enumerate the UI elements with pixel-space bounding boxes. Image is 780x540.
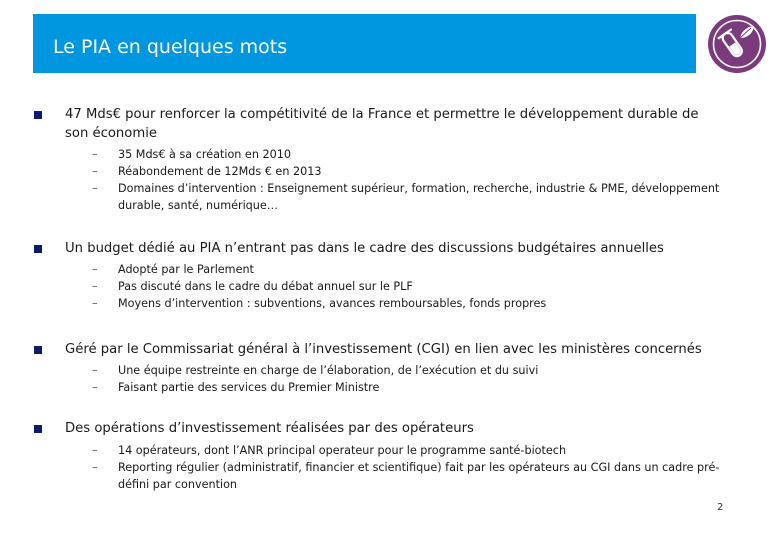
list-item-text: Réabondement de 12Mds € en 2013 <box>118 165 322 178</box>
dash-marker: – <box>92 263 98 276</box>
list-item <box>92 146 732 163</box>
list-item-text: Adopté par le Parlement <box>118 263 254 276</box>
page-title: Le PIA en quelques mots <box>53 36 288 58</box>
dash-marker: – <box>92 297 98 310</box>
sub-list <box>92 362 732 396</box>
dash-marker: – <box>92 364 98 377</box>
section-heading: Des opérations d’investissement réalisées par des opérateurs <box>65 421 474 436</box>
bullet-square <box>34 425 42 433</box>
dash-marker: – <box>92 165 98 178</box>
dash-marker: – <box>92 148 98 161</box>
list-item-text: Domaines d’intervention : Enseignement supérieur, formation, recherche, industrie & PME, développement durable, santé, numérique… <box>118 182 720 212</box>
list-item <box>92 442 732 459</box>
page-number: 2 <box>717 502 724 513</box>
list-item-text: Une équipe restreinte en charge de l’élaboration, de l’exécution et du suivi <box>118 364 539 377</box>
list-item-text: Pas discuté dans le cadre du débat annuel sur le PLF <box>118 280 413 293</box>
list-item-text: 35 Mds€ à sa création en 2010 <box>118 148 291 161</box>
list-item <box>92 261 732 278</box>
bullet-square <box>34 346 42 354</box>
bullet-square <box>34 111 42 119</box>
dash-marker: – <box>92 280 98 293</box>
section-heading: Géré par le Commissariat général à l’investissement (CGI) en lien avec les ministères concernés <box>65 342 702 357</box>
sub-list <box>92 442 732 493</box>
bullet-square <box>34 245 42 253</box>
section-heading: Un budget dédié au PIA n’entrant pas dans le cadre des discussions budgétaires annuelles <box>65 241 664 256</box>
list-item <box>92 163 732 180</box>
list-item-text: Reporting régulier (administratif, financier et scientifique) fait par les opérateurs au CGI dans un cadre pré-défini par convention <box>118 461 720 491</box>
list-item <box>92 362 732 379</box>
list-item-text: Faisant partie des services du Premier Ministre <box>118 381 380 394</box>
dash-marker: – <box>92 444 98 457</box>
list-item <box>92 379 732 396</box>
sub-list <box>92 146 732 214</box>
list-item <box>92 295 732 312</box>
list-item-text: 14 opérateurs, dont l’ANR principal operateur pour le programme santé-biotech <box>118 444 567 457</box>
list-item-text: Moyens d’intervention : subventions, avances remboursables, fonds propres <box>118 297 547 310</box>
dash-marker: – <box>92 461 98 474</box>
sub-list <box>92 261 732 312</box>
dash-marker: – <box>92 381 98 394</box>
dash-marker: – <box>92 182 98 195</box>
test-tube-leaf-icon <box>707 14 767 74</box>
list-item <box>92 278 732 295</box>
section-heading: 47 Mds€ pour renforcer la compétitivité de la France et permettre le développement durable de son économie <box>65 107 699 141</box>
header-bar <box>33 14 696 73</box>
list-item <box>92 180 732 214</box>
list-item <box>92 459 732 493</box>
